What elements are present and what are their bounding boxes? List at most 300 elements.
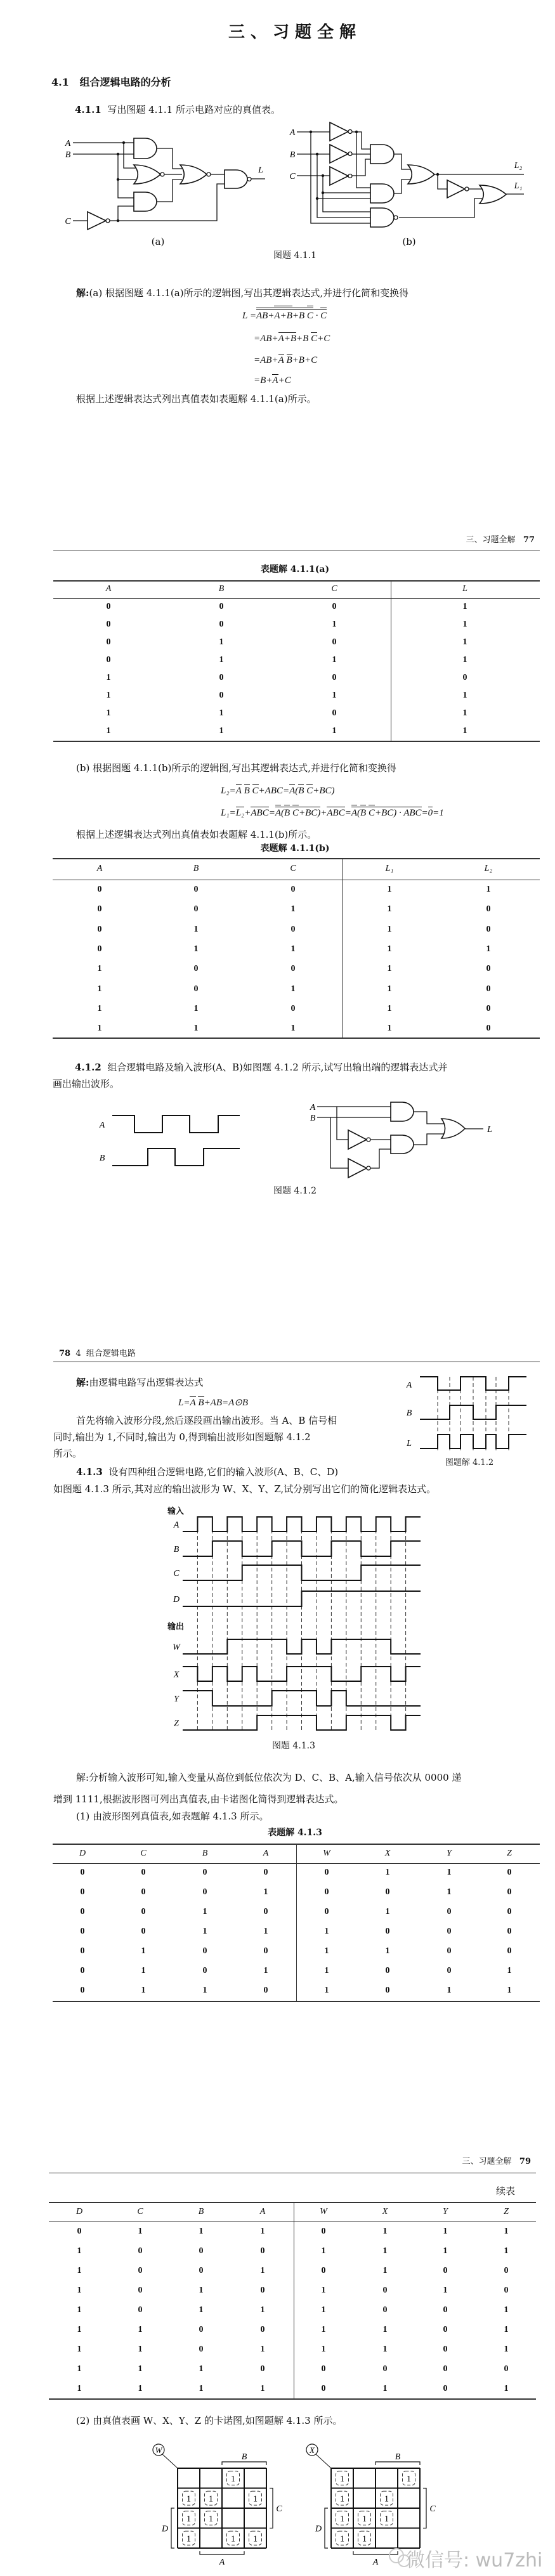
table-caption: 表题解 4.1.1(a) (260, 564, 330, 575)
column-header: W (323, 1848, 330, 1858)
table-cell: 0 (219, 691, 224, 700)
waveform-B (420, 1405, 526, 1419)
figure-caption-4-1-1: 图题 4.1.1 (273, 250, 317, 261)
overlined-term: C (369, 801, 375, 819)
table-cell: 0 (385, 1966, 390, 1975)
column-header: B (193, 864, 199, 873)
column-header: C (137, 2206, 143, 2216)
wire (352, 159, 370, 176)
wave-label-B: B (99, 1154, 105, 1163)
overlined-term: B (287, 348, 292, 366)
table-cell: 1 (138, 2345, 143, 2354)
table-cell: 1 (462, 726, 467, 736)
waveform-A (183, 1517, 421, 1532)
overlined-term: C (307, 304, 313, 322)
table-cell: 0 (219, 673, 224, 682)
kmap-cell: 1 (231, 2534, 235, 2544)
table-cell: 1 (219, 708, 224, 718)
column-header: Y (443, 2206, 448, 2216)
waveform-L (420, 1434, 526, 1448)
running-header-78 (59, 1348, 136, 1360)
column-header: Z (507, 1848, 512, 1858)
input-label-A: A (310, 1103, 316, 1112)
chapter-number: 4 (75, 1349, 81, 1358)
table-cell: 1 (260, 2384, 265, 2393)
equation-L-4-1-2 (178, 1391, 248, 1408)
solution-4-1-2 (76, 1377, 204, 1388)
table-cell: 0 (106, 655, 111, 665)
table-cell: 1 (106, 708, 111, 718)
kmap-cell: 1 (186, 2534, 191, 2544)
table-cell: 0 (382, 2286, 388, 2295)
table-cell: 1 (486, 944, 491, 954)
solution-b: (b) 根据图题 4.1.1(b)所示的逻辑图,写出其逻辑表达式,并进行化简和变换得 (76, 762, 396, 774)
inversion-bubble (207, 172, 211, 176)
equation-term: =B+ (254, 375, 273, 386)
kmap-cell: 1 (186, 2514, 191, 2524)
column-header: A (259, 2206, 266, 2216)
table-cell: 1 (462, 602, 467, 611)
table-cell: 1 (199, 2305, 204, 2315)
equation-term: L= (178, 1398, 190, 1408)
solution-line: 首先将输入波形分段,然后逐段画出输出波形。当 A、B 信号相 (76, 1415, 337, 1426)
table-cell: 1 (141, 1966, 146, 1975)
wave-label-Y: Y (174, 1695, 179, 1704)
waveform-B (183, 1541, 421, 1556)
wave-label-A: A (406, 1381, 412, 1390)
wire (317, 154, 370, 218)
table-cell: 0 (138, 2305, 143, 2315)
overlined-term: +B (292, 304, 307, 322)
table-cell: 1 (193, 944, 199, 954)
inversion-bubble (106, 219, 110, 223)
bracket-label-C: C (276, 2504, 282, 2514)
output-label-L: L (487, 1125, 492, 1135)
equation-term: +B+C (292, 355, 318, 365)
inversion-bubble (465, 187, 469, 191)
table-cell: 1 (507, 1986, 512, 1995)
table-cell: 0 (141, 1927, 146, 1936)
table-cell: 1 (77, 2364, 82, 2374)
table-cell: 1 (504, 2345, 509, 2354)
table-cell: 0 (80, 1927, 85, 1936)
table-cell: 1 (199, 2286, 204, 2295)
table-cell: 0 (447, 1946, 452, 1956)
kmap-leader (162, 2454, 178, 2468)
column-header: A (263, 1848, 269, 1858)
equation-a2 (254, 327, 330, 344)
table-cell: 1 (97, 964, 102, 974)
inversion-bubble (160, 172, 164, 176)
and-gate (134, 192, 157, 211)
and-gate (370, 145, 394, 164)
table-cell: 0 (219, 602, 224, 611)
kmap-name: X (310, 2445, 315, 2455)
table-cell: 1 (321, 2325, 326, 2334)
table-cell: 0 (97, 944, 102, 954)
input-label-B: B (65, 150, 71, 160)
section-title: 组合逻辑电路的分析 (79, 76, 171, 88)
overlined-term: A (278, 348, 284, 366)
table-cell: 0 (332, 637, 337, 647)
nor-gate (180, 165, 207, 184)
table-cell: 1 (97, 984, 102, 994)
wave-label-X: X (173, 1670, 180, 1680)
table-bottom-rule (53, 1038, 540, 1039)
problem-number: 4.1.2 (75, 1062, 101, 1073)
wire (337, 1107, 348, 1140)
waveform-A (112, 1116, 240, 1133)
wave-label-W: W (173, 1643, 180, 1653)
table-cell: 1 (324, 1927, 329, 1936)
table-cell: 0 (321, 2266, 326, 2275)
table-cell: 1 (462, 691, 467, 700)
table-cell: 0 (263, 1868, 268, 1877)
equation-a4 (254, 368, 291, 386)
inversion-bubble (348, 152, 352, 156)
table-cell: 1 (382, 2345, 388, 2354)
table-cell: 1 (462, 620, 467, 629)
or-gate (408, 165, 434, 184)
junction-dot (117, 219, 119, 222)
table-cell: 1 (507, 1966, 512, 1975)
bracket-C (423, 2488, 426, 2528)
table-cell: 1 (141, 1986, 146, 1995)
karnaugh-map-W (153, 2444, 282, 2567)
table-top-rule (53, 580, 540, 582)
table-cell: 1 (321, 2305, 326, 2315)
column-header: Y (447, 1848, 452, 1858)
table-cell: 0 (443, 2364, 448, 2374)
table-cell: 0 (193, 964, 199, 974)
table-cell: 1 (106, 673, 111, 682)
bracket-label-B: B (241, 2452, 247, 2462)
equation-term: +ABC= (258, 786, 290, 796)
table-cell: 1 (387, 964, 392, 974)
table-cell: 1 (382, 2384, 388, 2393)
input-label-A: A (65, 139, 71, 148)
figure-sub-b: (b) (402, 236, 416, 247)
table-cell: 0 (193, 984, 199, 994)
table-cell: 0 (202, 1946, 207, 1956)
wire (356, 132, 370, 188)
equation-a1 (242, 304, 327, 322)
overlined-term: AB+ (256, 304, 274, 322)
solution-a-after: 根据上述逻辑表达式列出真值表如表题解 4.1.1(a)所示。 (76, 393, 317, 405)
table-cell: 0 (443, 2384, 448, 2393)
table-cell: 1 (193, 1003, 199, 1013)
table-cell: 1 (462, 708, 467, 718)
table-cell: 1 (291, 944, 296, 954)
table-cell: 1 (504, 2305, 509, 2315)
equation-term: L = (242, 311, 256, 321)
overlined-term: C (306, 779, 313, 797)
table-cell: 0 (382, 2364, 388, 2374)
wave-label-D: D (173, 1595, 180, 1604)
column-header: B (218, 584, 225, 594)
junction-dot (117, 153, 119, 155)
table-cell: 1 (106, 726, 111, 736)
watermark: 微信号: wu7zhi (406, 2549, 543, 2572)
not-gate (447, 180, 465, 198)
column-header: A (105, 584, 112, 594)
column-header: L₁ (385, 864, 394, 873)
table-cell: 0 (199, 2266, 204, 2275)
equation-term: = (268, 808, 275, 818)
wave-label-L: L (407, 1439, 412, 1448)
table-caption: 续表 (495, 2185, 515, 2197)
column-header: X (382, 2206, 388, 2216)
problem-4-1-2-line1 (75, 1062, 447, 1073)
equation-term: + (244, 808, 251, 818)
table-cell: 0 (141, 1868, 146, 1877)
wire (118, 154, 134, 198)
table-cell: 0 (141, 1887, 146, 1897)
inversion-bubble (367, 1138, 370, 1142)
kmap-cell: 1 (362, 2534, 367, 2544)
equation-term: =AB+ (254, 355, 278, 365)
table-cell: 0 (504, 2286, 509, 2295)
table-cell: 0 (486, 984, 491, 994)
nand-gate (225, 170, 247, 188)
table-cell: 0 (202, 1887, 207, 1897)
table-cell: 0 (385, 1927, 390, 1936)
problem-text: 写出图题 4.1.1 所示电路对应的真值表。 (107, 104, 281, 115)
table-cell: 0 (106, 620, 111, 629)
table-cell: 0 (382, 2305, 388, 2315)
table-cell: 0 (504, 2266, 509, 2275)
table-cell: 0 (263, 1907, 268, 1916)
nand-gate (370, 208, 394, 227)
table-cell: 1 (385, 1907, 390, 1916)
wire (110, 184, 225, 221)
overlined-term: B (198, 1391, 204, 1408)
table-cell: 1 (385, 1946, 390, 1956)
table-cell: 1 (385, 1868, 390, 1877)
table-cell: 1 (387, 944, 392, 954)
header-title: 三、习题全解 (462, 2157, 512, 2166)
column-header: A (96, 864, 103, 873)
overlined-term: A (275, 801, 281, 819)
figure-caption-sol-4-1-2: 图题解 4.1.2 (445, 1458, 494, 1467)
junction-dot (322, 174, 324, 177)
overlined-term: C (320, 304, 327, 322)
table-cell: 1 (219, 655, 224, 665)
table-cell: 1 (504, 2246, 509, 2256)
junction-dot (310, 131, 312, 133)
not-gate (330, 167, 348, 185)
table-cell: 1 (324, 1986, 329, 1995)
overlined-term: A (289, 779, 295, 797)
table-cell: 1 (219, 726, 224, 736)
table-cell: 0 (97, 904, 102, 914)
not-gate (348, 1159, 367, 1178)
overlined-term: A+B (274, 304, 292, 322)
solution-a (76, 287, 408, 299)
table-cell: 0 (486, 924, 491, 934)
table-cell: 0 (80, 1966, 85, 1975)
overlined-term: B (284, 801, 290, 819)
kmap-cell: 1 (340, 2514, 344, 2524)
waveform-C (183, 1565, 421, 1580)
table-cell: 1 (447, 1887, 452, 1897)
table-cell: 1 (504, 2384, 509, 2393)
table-cell: 1 (138, 2364, 143, 2374)
table-cell: 1 (387, 1003, 392, 1013)
kmap-cell: 1 (340, 2534, 344, 2544)
overlined-term: +BC) (299, 801, 320, 819)
overlined-term: A (351, 801, 357, 819)
table-cell: 0 (385, 1986, 390, 1995)
header-title: 三、习题全解 (466, 535, 516, 545)
table-cell: 1 (321, 2286, 326, 2295)
inversion-bubble (247, 178, 251, 181)
table-cell: 0 (263, 1946, 268, 1956)
table-cell: 0 (260, 2325, 265, 2334)
page-number: 77 (523, 535, 535, 545)
kmap-cell: 1 (186, 2494, 191, 2504)
kmap-leader (316, 2454, 331, 2468)
table-bottom-rule (49, 2398, 536, 2400)
table-bottom-rule (53, 741, 540, 742)
column-header: C (290, 864, 296, 873)
table-top-rule (53, 858, 540, 859)
table-cell: 0 (97, 885, 102, 894)
and-gate (391, 1102, 414, 1121)
column-header: B (202, 1848, 208, 1858)
table-cell: 1 (332, 691, 337, 700)
problem-text: 设有四种组合逻辑电路,它们的输入波形(A、B、C、D) (108, 1466, 339, 1478)
table-cell: 1 (260, 2345, 265, 2354)
wire (118, 206, 134, 221)
table-cell: 1 (382, 2227, 388, 2236)
table-cell: 1 (138, 2384, 143, 2393)
table-cell: 1 (332, 620, 337, 629)
table-cell: 1 (263, 1927, 268, 1936)
table-cell: 1 (263, 1966, 268, 1975)
bracket-B (375, 2462, 420, 2465)
table-cell: 0 (80, 1907, 85, 1916)
overlined-term: ( (357, 801, 360, 819)
table-cell: 1 (382, 2325, 388, 2334)
column-header: L (462, 584, 467, 594)
running-header-77 (466, 535, 535, 546)
table-cell: 1 (260, 2305, 265, 2315)
input-label-C: C (289, 172, 296, 181)
table-cell: 0 (504, 2364, 509, 2374)
table-cell: 0 (385, 1887, 390, 1897)
wave-label-Z: Z (174, 1719, 179, 1729)
equation-L1 (221, 801, 444, 819)
kmap-cell: 1 (209, 2514, 213, 2524)
overlined-term: ( (281, 801, 284, 819)
table-header-rule (49, 2221, 536, 2222)
table-cell: 0 (321, 2364, 326, 2374)
section-number: 4.1 (51, 76, 69, 88)
wire (438, 174, 447, 189)
table-bottom-rule (53, 2001, 540, 2002)
table-cell: 0 (332, 708, 337, 718)
table-caption: 表题解 4.1.1(b) (260, 843, 330, 854)
table-cell: 0 (321, 2227, 326, 2236)
table-header-rule (53, 598, 540, 599)
table-cell: 0 (443, 2305, 448, 2315)
table-cell: 0 (332, 602, 337, 611)
kmap-cell: 1 (407, 2474, 411, 2484)
table-cell: 1 (443, 2286, 448, 2295)
input-label: 输入 (167, 1507, 185, 1516)
table-caption: 表题解 4.1.3 (268, 1828, 322, 1838)
table-cell: 0 (80, 1946, 85, 1956)
table-cell: 1 (321, 2246, 326, 2256)
input-label-C: C (65, 217, 71, 226)
table-cell: 1 (77, 2325, 82, 2334)
kmap-cell: 1 (340, 2474, 344, 2484)
solution-text: (a) 根据图题 4.1.1(a)所示的逻辑图,写出其逻辑表达式,并进行化简和变换得 (89, 287, 409, 299)
bracket-label-D: D (315, 2524, 322, 2534)
and-gate (134, 138, 157, 159)
table-cell: 0 (80, 1986, 85, 1995)
table-divider (296, 1844, 297, 2001)
table-cell: 1 (77, 2305, 82, 2315)
table-cell: 0 (507, 1927, 512, 1936)
table-cell: 1 (202, 1986, 207, 1995)
overlined-term: A (190, 1391, 195, 1408)
solution-step-1: (1) 由波形图列真值表,如表题解 4.1.3 所示。 (76, 1811, 269, 1822)
wire (157, 148, 182, 169)
table-cell: 1 (387, 885, 392, 894)
table-cell: 0 (324, 1868, 329, 1877)
table-cell: 1 (332, 655, 337, 665)
inversion-bubble (348, 130, 352, 134)
solution-line: 所示。 (53, 1448, 82, 1459)
equation-term: =AB+ (254, 334, 278, 344)
kmap-cell: 1 (231, 2474, 235, 2484)
wave-label-B: B (173, 1545, 180, 1554)
table-cell: 0 (447, 1927, 452, 1936)
output-label-L: L (258, 166, 263, 175)
column-header: Z (504, 2206, 509, 2216)
table-cell: 0 (447, 1966, 452, 1975)
table-cell: 1 (382, 2246, 388, 2256)
table-cell: 0 (202, 1966, 207, 1975)
table-cell: 1 (321, 2345, 326, 2354)
table-cell: 1 (199, 2384, 204, 2393)
overlined-term: A (236, 779, 242, 797)
page-title: 三、习题全解 (228, 23, 362, 42)
column-header: B (198, 2206, 204, 2216)
junction-dot (316, 153, 318, 155)
table-cell: 0 (80, 1868, 85, 1877)
overlined-term: L₂ (236, 801, 245, 819)
kmap-cell: 1 (253, 2534, 258, 2544)
kmap-cell: 1 (362, 2514, 367, 2524)
solution-text: 由逻辑电路写出逻辑表达式 (89, 1377, 204, 1388)
and-gate (391, 1135, 414, 1154)
nor-gate (134, 165, 160, 184)
bracket-B (222, 2462, 266, 2465)
not-gate (330, 122, 348, 141)
table-cell: 1 (77, 2384, 82, 2393)
wire (157, 179, 182, 202)
table-cell: 0 (332, 673, 337, 682)
or-gate (480, 185, 506, 204)
not-gate (330, 145, 348, 163)
table-cell: 0 (321, 2384, 326, 2393)
table-cell: 1 (97, 1003, 102, 1013)
table-cell: 0 (486, 1003, 491, 1013)
wire (414, 1134, 444, 1145)
